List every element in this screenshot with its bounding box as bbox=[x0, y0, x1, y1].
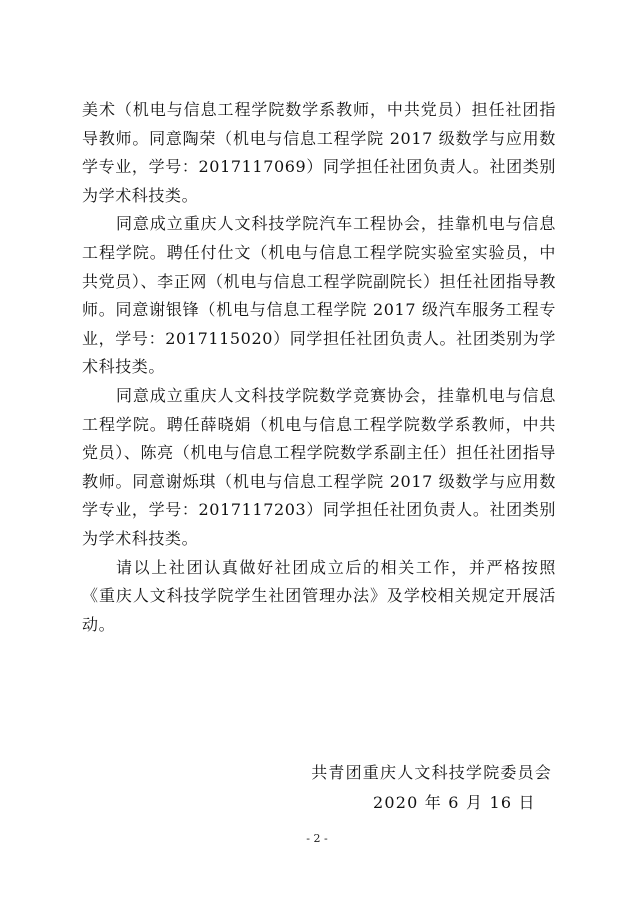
signature-organization: 共青团重庆人文科技学院委员会 bbox=[311, 763, 552, 782]
paragraph-auto-engineering-association: 同意成立重庆人文科技学院汽车工程协会，挂靠机电与信息工程学院。聘任付仕文（机电与信息工程学院实验室实验员，中共党员）、李正网（机电与信息工程学院副院长）担任社团指导教师。同意谢银锋（机电与信息工程学院 2017 级汽车服务工程专业，学号：2017115020）同学担任社团负责人。社团类别为学术科技类。 bbox=[82, 214, 556, 377]
paragraph-math-competition-association: 同意成立重庆人文科技学院数学竞赛协会，挂靠机电与信息工程学院。聘任薛晓娟（机电与信息工程学院数学系教师，中共党员）、陈亮（机电与信息工程学院数学系副主任）担任社团指导教师。同意谢烁琪（机电与信息工程学院 2017 级数学与应用数学专业，学号：2017117203）同学担任社团负责人。社团类别为学术科技类。 bbox=[82, 385, 556, 548]
document-body bbox=[82, 96, 556, 639]
signature-date: 2020 年 6 月 16 日 bbox=[373, 793, 536, 812]
paragraph-closing-instruction: 请以上社团认真做好社团成立后的相关工作，并严格按照《重庆人文科技学院学生社团管理办法》及学校相关规定开展活动。 bbox=[82, 557, 556, 634]
paragraph-continued-advisor: 美术（机电与信息工程学院数学系教师，中共党员）担任社团指导教师。同意陶荣（机电与信息工程学院 2017 级数学与应用数学专业，学号：2017117069）同学担任社团负责人。社团类别为学术科技类。 bbox=[82, 100, 556, 205]
page-number: - 2 - bbox=[306, 832, 328, 845]
